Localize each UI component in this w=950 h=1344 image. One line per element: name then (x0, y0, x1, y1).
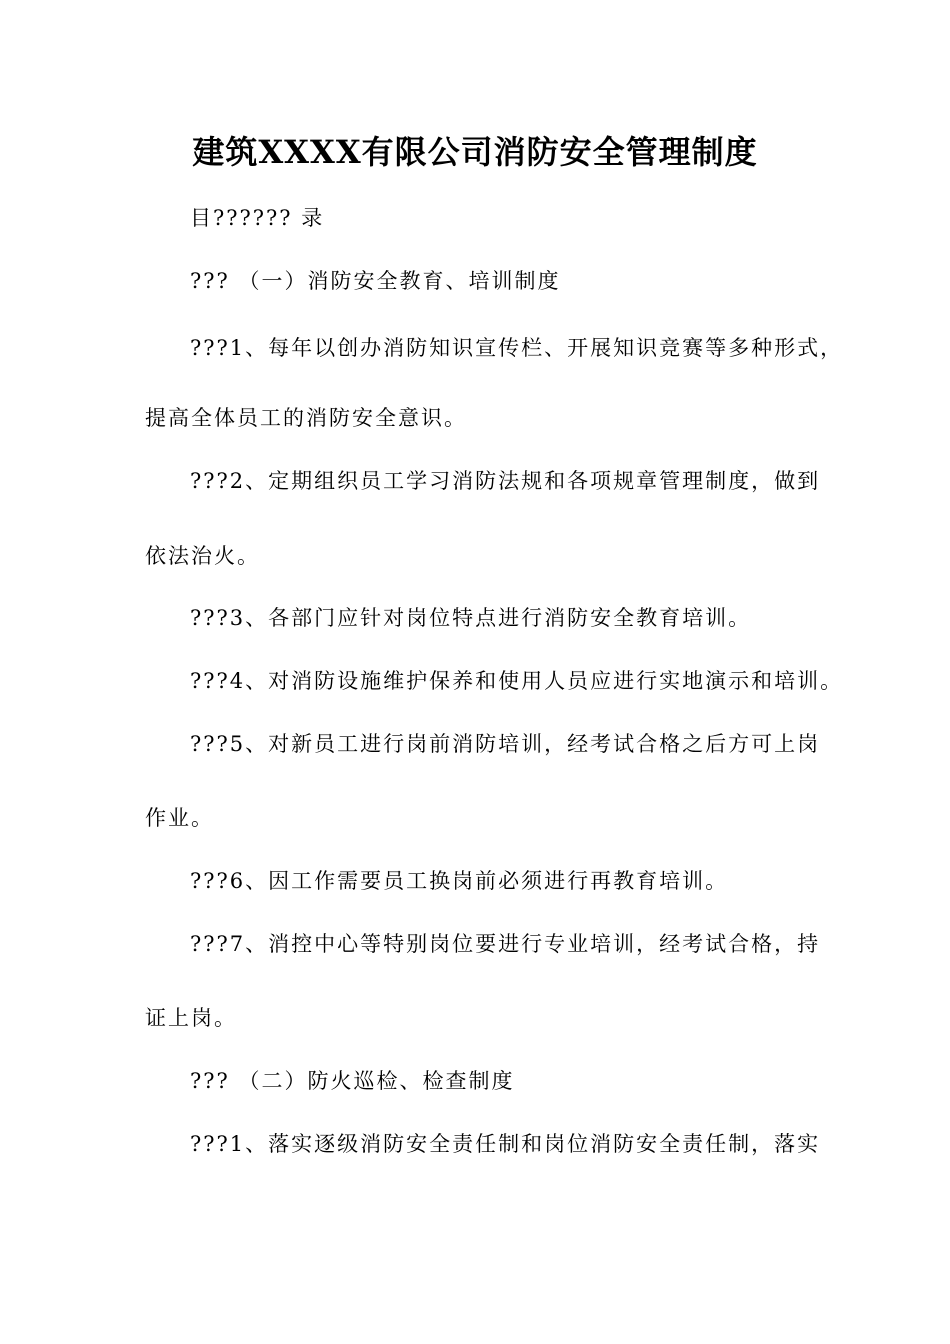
paragraph-line: 作业。 (145, 806, 214, 830)
paragraph-line: ???5、对新员工进行岗前消防培训，经考试合格之后方可上岗 (190, 732, 821, 756)
paragraph-line: ???1、落实逐级消防安全责任制和岗位消防安全责任制，落实 (190, 1132, 821, 1156)
section-heading: ??? （二）防火巡检、检查制度 (190, 1069, 515, 1093)
paragraph-line: ???4、对消防设施维护保养和使用人员应进行实地演示和培训。 (190, 669, 844, 693)
section-heading: ??? （一）消防安全教育、培训制度 (190, 269, 561, 293)
paragraph-line: ???3、各部门应针对岗位特点进行消防安全教育培训。 (190, 606, 752, 630)
paragraph-line: ???1、每年以创办消防知识宣传栏、开展知识竞赛等多种形式， (190, 336, 844, 360)
paragraph-line: ???7、消控中心等特别岗位要进行专业培训，经考试合格，持 (190, 932, 821, 956)
document-title: 建筑XXXX有限公司消防安全管理制度 (192, 133, 758, 171)
paragraph-line: 提高全体员工的消防安全意识。 (145, 406, 467, 430)
toc-heading: 目?????? 录 (190, 206, 325, 230)
paragraph-line: 依法治火。 (145, 544, 260, 568)
paragraph-line: ???2、定期组织员工学习消防法规和各项规章管理制度，做到 (190, 469, 821, 493)
paragraph-line: ???6、因工作需要员工换岗前必须进行再教育培训。 (190, 869, 729, 893)
paragraph-line: 证上岗。 (145, 1006, 237, 1030)
